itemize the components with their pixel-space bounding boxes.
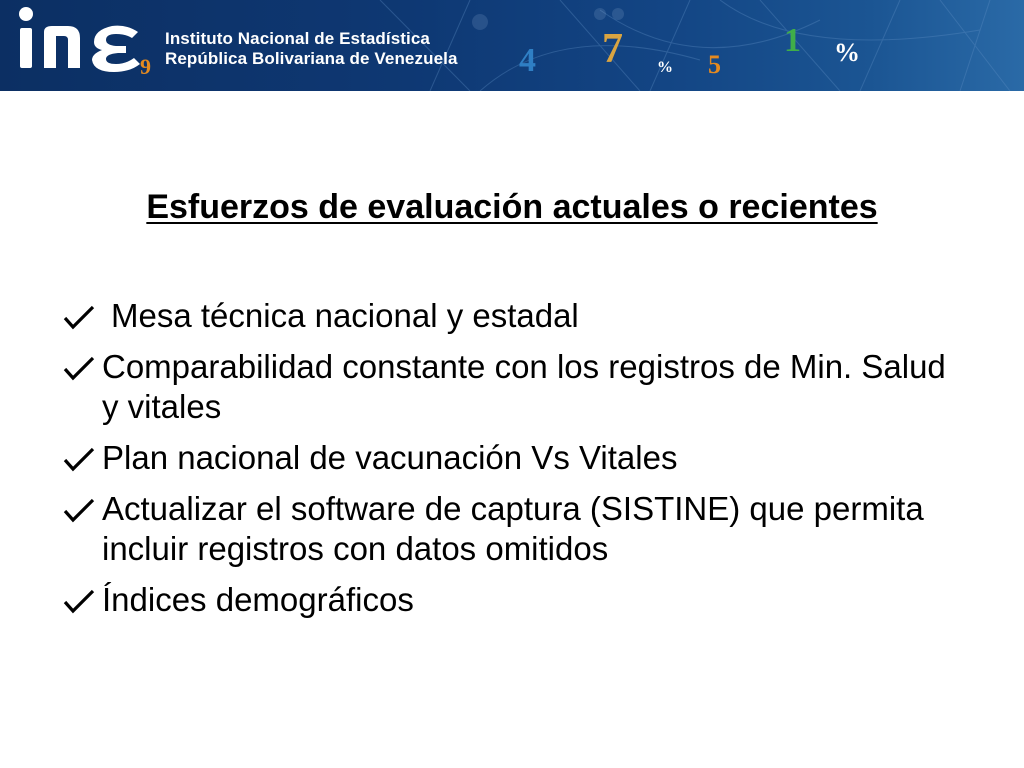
list-item: [62, 580, 962, 620]
bullet-list: [62, 296, 962, 631]
decor-digit: 7: [602, 26, 623, 72]
ine-logo: [14, 2, 164, 80]
checkmark-icon: [62, 304, 96, 330]
list-item: [62, 347, 962, 427]
svg-text:9: 9: [140, 54, 151, 79]
decor-digit: %: [834, 38, 860, 67]
bullet-text: Actualizar el software de captura (SISTINE) que permita incluir registros con datos omitidos: [102, 490, 924, 567]
slide-title: Esfuerzos de evaluación actuales o recientes: [146, 188, 878, 226]
decor-digit: 1: [784, 22, 801, 59]
institution-block: [165, 29, 458, 69]
header-banner: [0, 0, 1024, 91]
bullet-text: Plan nacional de vacunación Vs Vitales: [102, 439, 678, 476]
country-name: República Bolivariana de Venezuela: [165, 49, 458, 68]
checkmark-icon: [62, 355, 96, 381]
list-item: [62, 438, 962, 478]
bullet-text: Comparabilidad constante con los registros de Min. Salud y vitales: [102, 348, 946, 425]
bullet-text: Índices demográficos: [102, 581, 414, 618]
decor-digit: %: [657, 59, 673, 76]
checkmark-icon: [62, 588, 96, 614]
list-item: [62, 489, 962, 569]
checkmark-icon: [62, 446, 96, 472]
checkmark-icon: [62, 497, 96, 523]
list-item: [62, 296, 962, 336]
decor-digit: 4: [519, 42, 536, 79]
institution-name: Instituto Nacional de Estadística: [165, 29, 430, 48]
bullet-text: Mesa técnica nacional y estadal: [111, 297, 579, 334]
decor-digit: 5: [708, 50, 721, 79]
